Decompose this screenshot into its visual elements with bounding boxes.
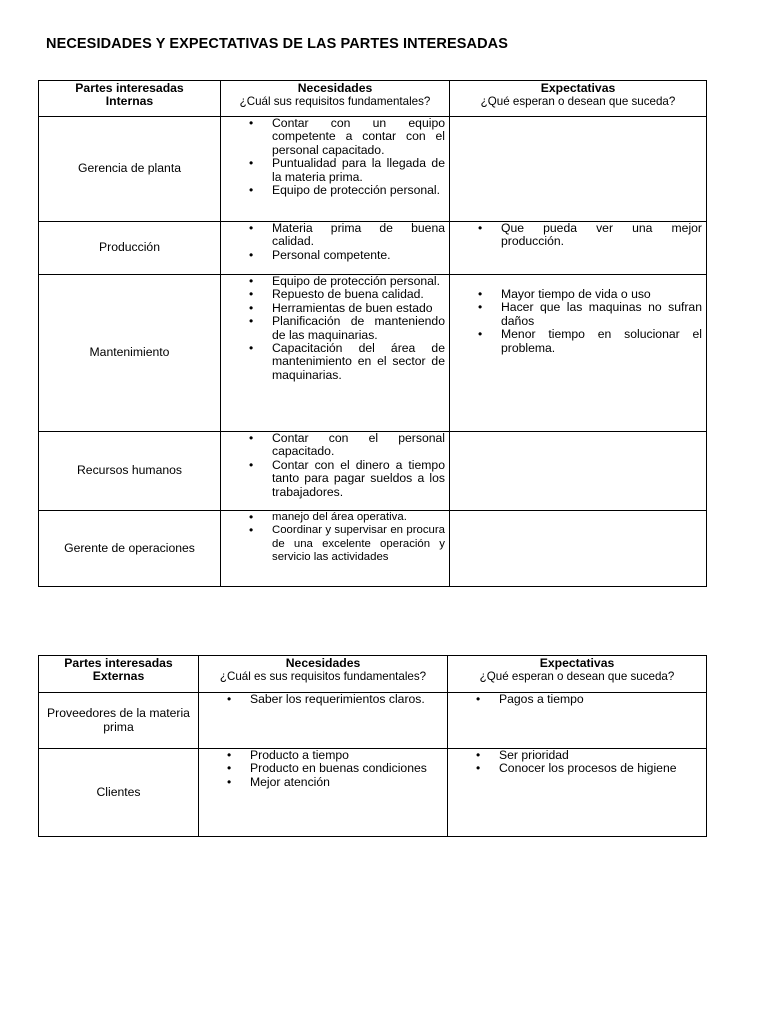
list-item: • Mejor atención [199,776,443,789]
list-item: • Herramientas de buen estado [221,302,445,315]
stakeholder-name-cell: Gerencia de planta [39,117,221,222]
list-item: • Contar con el personal capacitado. [221,432,445,459]
needs-list [199,693,447,706]
needs-list [221,511,449,565]
table-row [39,693,707,749]
list-item: • Materia prima de buena calidad. [221,222,445,249]
list-item: • Contar con el dinero a tiempo tanto para pagar sueldos a los trabajadores. [221,459,445,499]
table-row [39,432,707,511]
expectations-header-subtitle: ¿Qué esperan o desean que suceda? [480,95,676,109]
needs-list [199,749,447,789]
list-item: • Puntualidad para la llegada de la materia prima. [221,157,445,184]
needs-header-subtitle: ¿Cuál sus requisitos fundamentales? [239,95,431,109]
expectations-list [450,222,706,249]
list-item: • Producto en buenas condiciones [199,762,443,775]
needs-cell [199,749,448,837]
stakeholder-name-cell: Proveedores de la materia prima [39,693,199,749]
list-item: • Ser prioridad [448,749,702,762]
needs-list [221,432,449,499]
expectations-cell [450,275,707,432]
table-row [39,275,707,432]
expectations-cell [448,693,707,749]
external-stakeholders-table [38,655,707,837]
expectations-list [448,693,706,706]
expectations-cell [450,222,707,275]
list-item: • Equipo de protección personal. [221,184,445,197]
expectations-cell [448,749,707,837]
list-item: • Repuesto de buena calidad. [221,288,445,301]
needs-header-cell [199,656,448,693]
expectations-list [450,288,706,355]
needs-cell [221,432,450,511]
expectations-cell [450,432,707,511]
list-item: • Coordinar y supervisar en procura de una excelente operación y servicio las actividades [221,524,445,564]
table-header-row [39,81,707,117]
needs-cell [199,693,448,749]
needs-cell [221,117,450,222]
stakeholder-name-cell: Mantenimiento [39,275,221,432]
list-item: • Producto a tiempo [199,749,443,762]
list-item: • Pagos a tiempo [448,693,702,706]
party-header-line2: Externas [92,669,145,684]
party-header-cell [39,656,199,693]
needs-list [221,222,449,262]
list-item: • manejo del área operativa. [221,511,445,524]
internal-stakeholders-table [38,80,707,587]
list-item: • Personal competente. [221,249,445,262]
stakeholder-name-cell: Producción [39,222,221,275]
expectations-cell [450,117,707,222]
needs-cell [221,511,450,587]
list-item: • Menor tiempo en solucionar el problema. [450,328,702,355]
list-item: • Que pueda ver una mejor producción. [450,222,702,249]
expectations-list [448,749,706,776]
expectations-header-cell [448,656,707,693]
party-header-line1: Partes interesadas [75,81,184,95]
needs-cell [221,222,450,275]
expectations-cell [450,511,707,587]
needs-list [221,275,449,382]
table-row [39,511,707,587]
party-header-cell [39,81,221,117]
party-header-line2: Internas [105,94,154,109]
list-item: • Hacer que las maquinas no sufran daños [450,301,702,328]
list-item: • Capacitación del área de mantenimiento en el sector de maquinarias. [221,342,445,382]
needs-header-cell [221,81,450,117]
needs-header-title: Necesidades [297,81,373,95]
table-row [39,749,707,837]
page-title: NECESIDADES Y EXPECTATIVAS DE LAS PARTES INTERESADAS [46,36,509,52]
internal-table-body [39,117,707,587]
expectations-header-cell [450,81,707,117]
expectations-header-title: Expectativas [539,656,615,670]
list-item: • Saber los requerimientos claros. [199,693,443,706]
stakeholder-name-cell: Recursos humanos [39,432,221,511]
needs-list [221,117,449,197]
needs-cell [221,275,450,432]
stakeholder-name-cell: Clientes [39,749,199,837]
list-item: • Conocer los procesos de higiene [448,762,702,775]
party-header-line1: Partes interesadas [64,656,173,670]
list-item: • Equipo de protección personal. [221,275,445,288]
external-table-body [39,693,707,837]
list-item: • Contar con un equipo competente a contar con el personal capacitado. [221,117,445,157]
list-item: • Mayor tiempo de vida o uso [450,288,702,301]
list-item: • Planificación de manteniendo de las maquinarias. [221,315,445,342]
table-header-row [39,656,707,693]
needs-header-subtitle: ¿Cuál es sus requisitos fundamentales? [219,670,427,684]
needs-header-title: Necesidades [285,656,361,670]
expectations-header-subtitle: ¿Qué esperan o desean que suceda? [479,670,675,684]
expectations-header-title: Expectativas [540,81,616,95]
stakeholder-name-cell: Gerente de operaciones [39,511,221,587]
table-row [39,222,707,275]
table-row [39,117,707,222]
